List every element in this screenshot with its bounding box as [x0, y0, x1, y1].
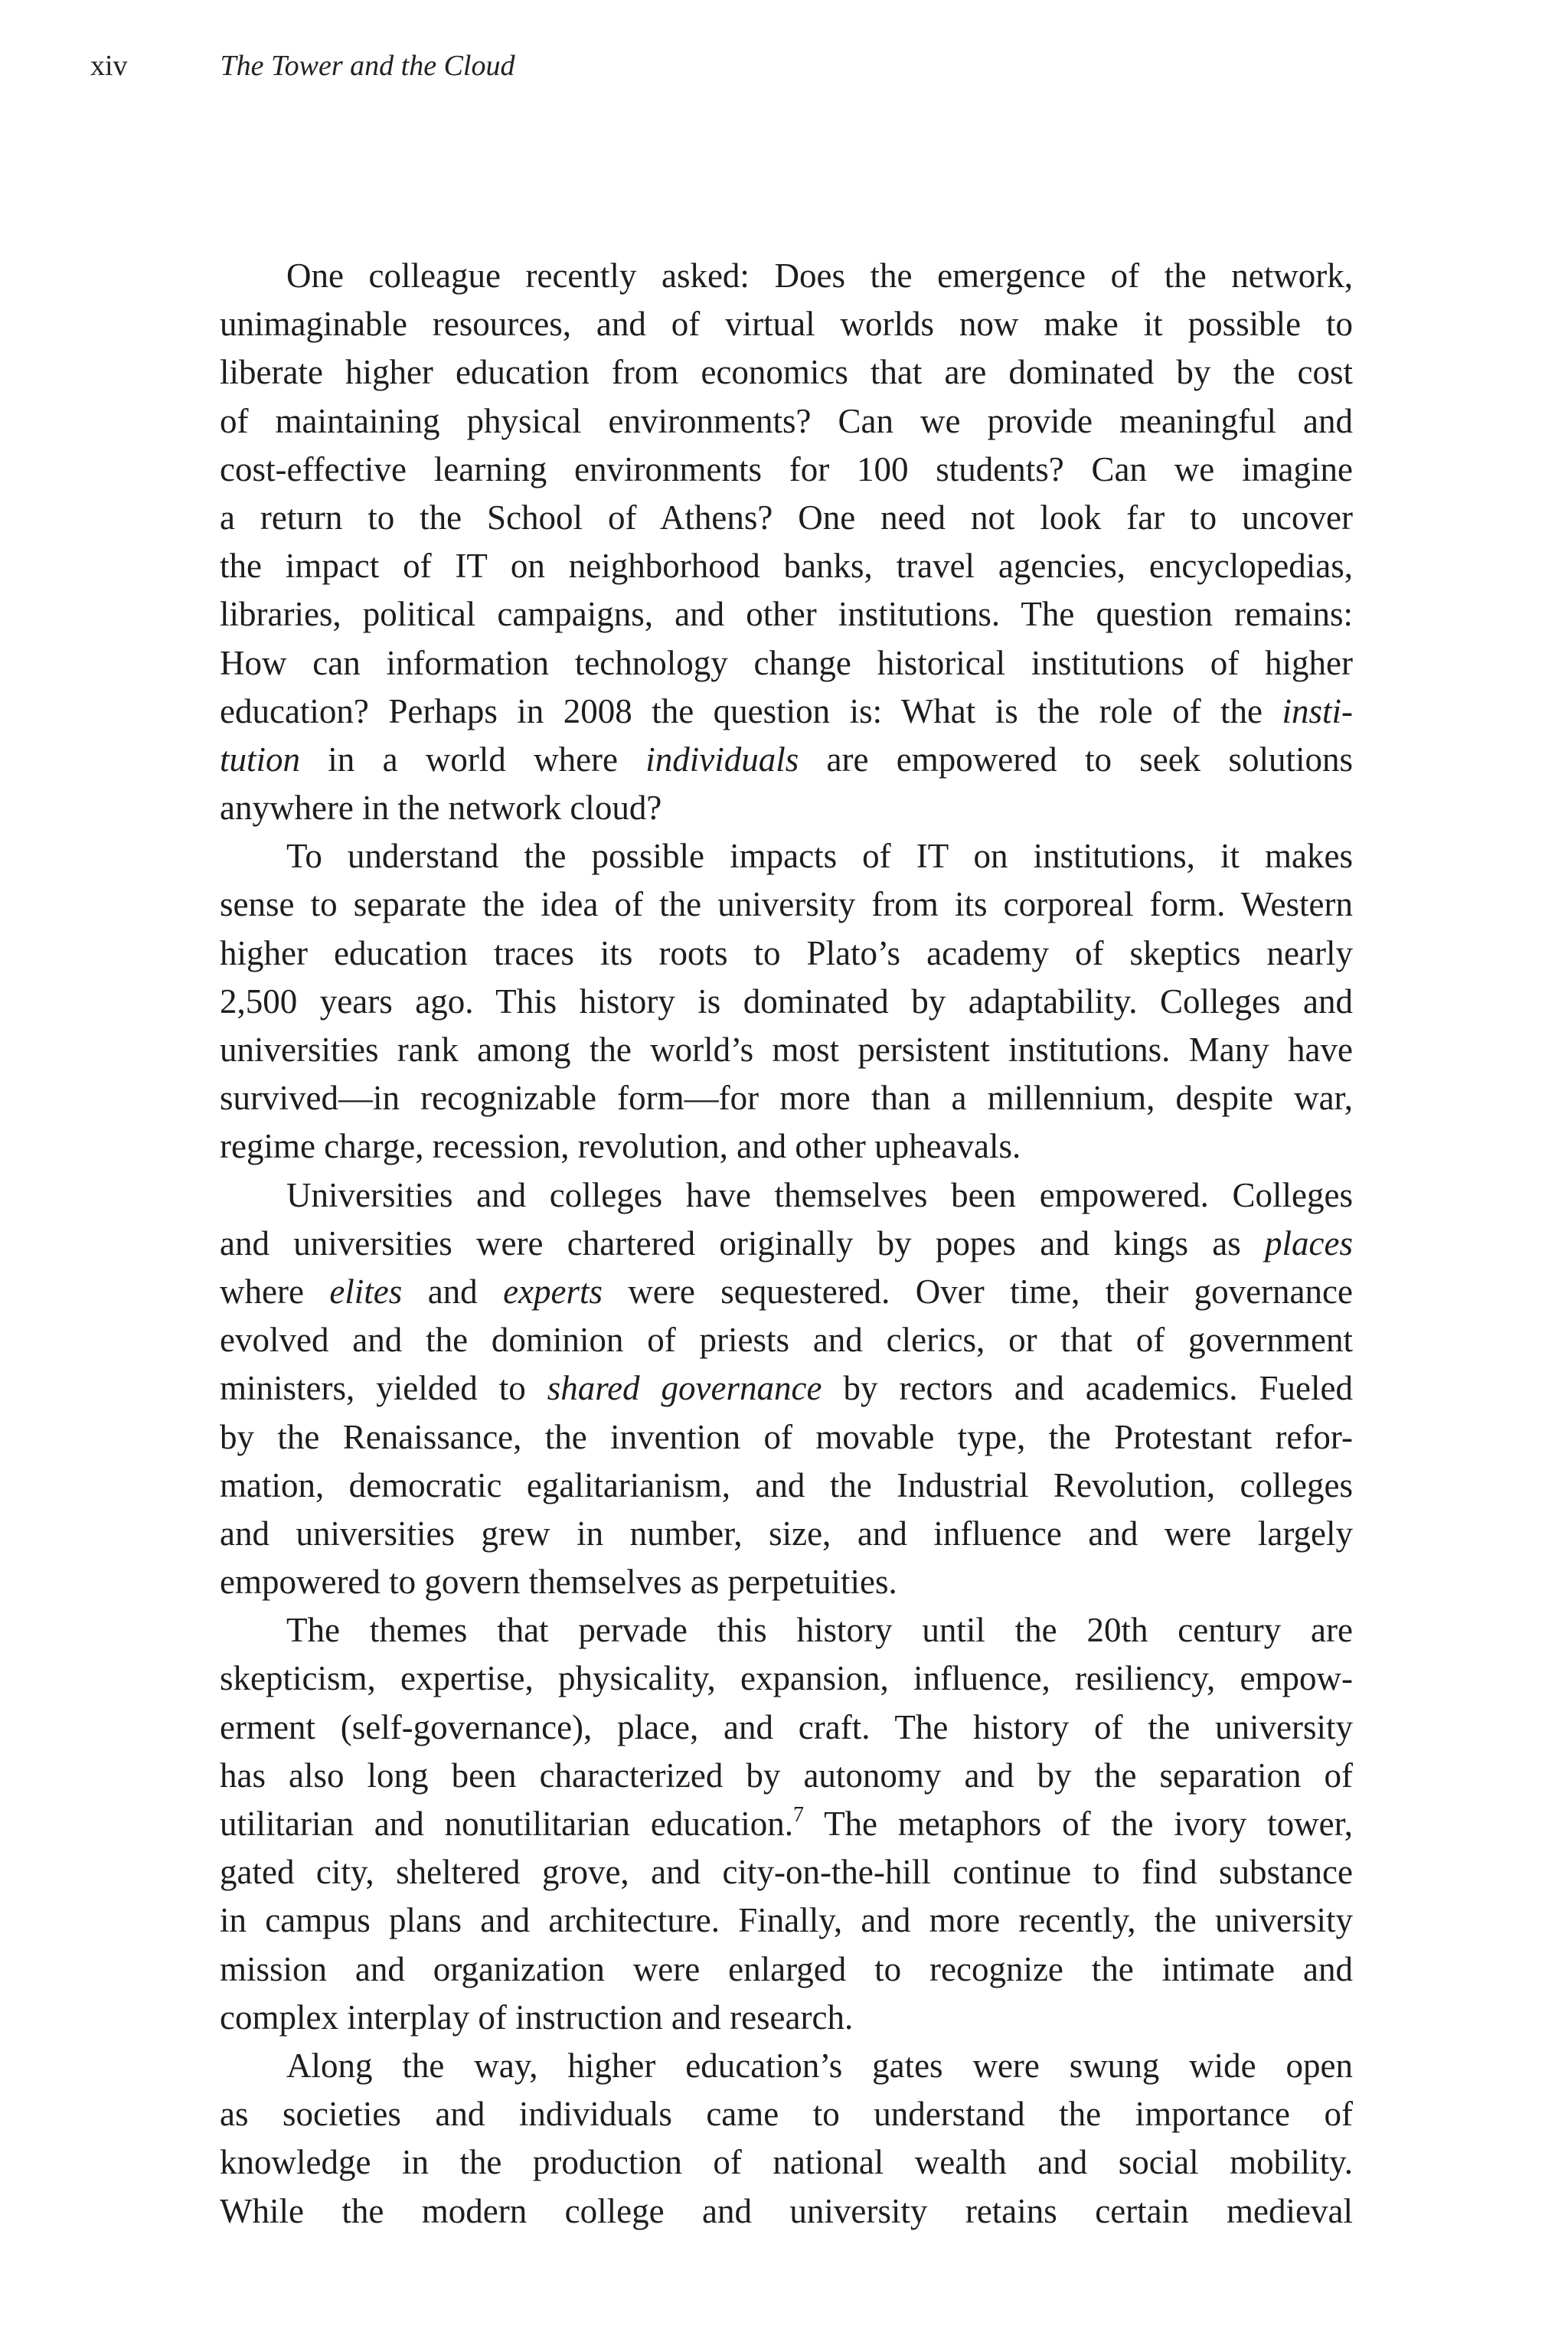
text-line — [220, 639, 1353, 688]
text-line — [220, 1510, 1353, 1558]
text-run: in campus plans and architecture. Finally, and more recently, the university — [220, 1901, 1353, 1940]
text-line — [220, 1074, 1353, 1122]
text-line — [220, 2138, 1353, 2187]
text-run: has also long been characterized by autonomy and by the separation of — [220, 1756, 1353, 1795]
text-line — [220, 252, 1353, 300]
text-run: The metaphors of the ivory tower, — [804, 1805, 1353, 1843]
text-line — [220, 1220, 1353, 1268]
text-run: and universities grew in number, size, and influence and were largely — [220, 1514, 1353, 1553]
text-run: knowledge in the production of national wealth and social mobility. — [220, 2143, 1353, 2182]
text-run: ministers, yielded to — [220, 1369, 547, 1408]
text-line — [220, 1268, 1353, 1316]
text-line — [220, 1752, 1353, 1800]
text-run: a return to the School of Athens? One need not look far to uncover — [220, 498, 1353, 537]
text-run: survived—in recognizable form—for more than a millennium, despite war, — [220, 1079, 1353, 1118]
text-line — [220, 2187, 1353, 2236]
text-run: erment (self-governance), place, and craft. The history of the university — [220, 1707, 1353, 1746]
italic-text: tution — [220, 740, 301, 779]
text-line — [220, 736, 1353, 784]
text-run: are empowered to seek solutions — [799, 740, 1353, 779]
text-line — [220, 1171, 1353, 1220]
text-run: by rectors and academics. Fueled — [822, 1369, 1354, 1408]
text-line — [220, 348, 1353, 397]
text-run: in a world where — [300, 740, 646, 779]
text-line — [220, 1704, 1353, 1752]
italic-text: elites — [329, 1272, 403, 1311]
text-run: where — [220, 1272, 330, 1311]
text-run: 2,500 years ago. This history is dominated by adaptability. Colleges and — [220, 982, 1353, 1021]
text-run: While the modern college and university retains certain medieval — [220, 2191, 1353, 2230]
text-line — [220, 1848, 1353, 1896]
text-line — [220, 1994, 1353, 2042]
text-run: and — [402, 1272, 504, 1311]
text-run: utilitarian and nonutilitarian education. — [220, 1805, 794, 1843]
text-line — [220, 1558, 1353, 1606]
text-line — [220, 1462, 1353, 1510]
text-line — [220, 1316, 1353, 1364]
text-line — [220, 832, 1353, 880]
text-line — [220, 1800, 1353, 1848]
text-line — [220, 2042, 1353, 2090]
text-line — [220, 542, 1353, 590]
text-run: libraries, political campaigns, and other institutions. The question remains: — [220, 595, 1353, 634]
text-run: universities rank among the world’s most persistent institutions. Many have — [220, 1031, 1353, 1069]
text-run: mission and organization were enlarged to recognize the intimate and — [220, 1949, 1353, 1988]
text-run: evolved and the dominion of priests and clerics, or that of government — [220, 1321, 1353, 1360]
italic-text: shared governance — [547, 1369, 822, 1408]
text-run: One colleague recently asked: Does the emergence of the network, — [286, 256, 1353, 295]
text-line — [220, 446, 1353, 494]
text-run: unimaginable resources, and of virtual worlds now make it possible to — [220, 305, 1353, 344]
text-run: To understand the possible impacts of IT on institutions, it makes — [286, 837, 1353, 876]
text-line — [220, 300, 1353, 348]
text-run: of maintaining physical environments? Can we provide meaningful and — [220, 401, 1353, 440]
text-line — [220, 1122, 1353, 1171]
text-line — [220, 688, 1353, 736]
page-number: xiv — [90, 50, 128, 82]
text-line — [220, 880, 1353, 929]
text-run: Universities and colleges have themselves been empowered. Colleges — [286, 1175, 1353, 1214]
text-line — [220, 1896, 1353, 1945]
text-run: by the Renaissance, the invention of movable type, the Protestant refor- — [220, 1417, 1353, 1456]
text-line — [220, 978, 1353, 1026]
italic-text: individuals — [645, 740, 799, 779]
text-run: as societies and individuals came to understand the importance of — [220, 2095, 1353, 2134]
text-line — [220, 1413, 1353, 1462]
text-line — [220, 2090, 1353, 2138]
text-line — [220, 929, 1353, 978]
text-run: The themes that pervade this history until the 20th century are — [286, 1611, 1353, 1650]
text-run: higher education traces its roots to Plato’s academy of skeptics nearly — [220, 933, 1353, 972]
text-run: empowered to govern themselves as perpetuities. — [220, 1563, 897, 1602]
text-line — [220, 1026, 1353, 1074]
text-run: Along the way, higher education’s gates were swung wide open — [286, 2046, 1353, 2085]
text-run: gated city, sheltered grove, and city-on-the-hill continue to find substance — [220, 1853, 1353, 1892]
text-line — [220, 784, 1353, 832]
text-line — [220, 1364, 1353, 1413]
text-run: and universities were chartered originally by popes and kings as — [220, 1223, 1266, 1263]
running-head — [90, 47, 514, 84]
text-run: complex interplay of instruction and research. — [220, 1998, 854, 2037]
italic-text: insti- — [1282, 691, 1353, 730]
text-run: skepticism, expertise, physicality, expansion, influence, resiliency, empow- — [220, 1659, 1353, 1698]
text-run: sense to separate the idea of the university from its corporeal form. Western — [220, 885, 1353, 924]
text-line — [220, 397, 1353, 446]
text-run: anywhere in the network cloud? — [220, 789, 662, 828]
text-run: cost-effective learning environments for 100 students? Can we imagine — [220, 449, 1353, 488]
text-line — [220, 1655, 1353, 1703]
text-run: How can information technology change historical institutions of higher — [220, 643, 1353, 682]
text-line — [220, 1945, 1353, 1994]
running-title: The Tower and the Cloud — [220, 50, 515, 82]
italic-text: places — [1265, 1223, 1353, 1263]
text-run: liberate higher education from economics that are dominated by the cost — [220, 353, 1353, 392]
text-run: were sequestered. Over time, their governance — [603, 1272, 1353, 1311]
text-run: mation, democratic egalitarianism, and the Industrial Revolution, colleges — [220, 1465, 1353, 1504]
body-text — [220, 252, 1353, 2236]
footnote-marker: 7 — [793, 1803, 805, 1827]
text-line — [220, 1606, 1353, 1655]
text-run: regime charge, recession, revolution, and other upheavals. — [220, 1127, 1021, 1166]
text-line — [220, 494, 1353, 542]
text-run: the impact of IT on neighborhood banks, travel agencies, encyclopedias, — [220, 547, 1353, 586]
italic-text: experts — [503, 1272, 603, 1311]
text-line — [220, 590, 1353, 639]
text-run: education? Perhaps in 2008 the question is: What is the role of the — [220, 691, 1282, 730]
